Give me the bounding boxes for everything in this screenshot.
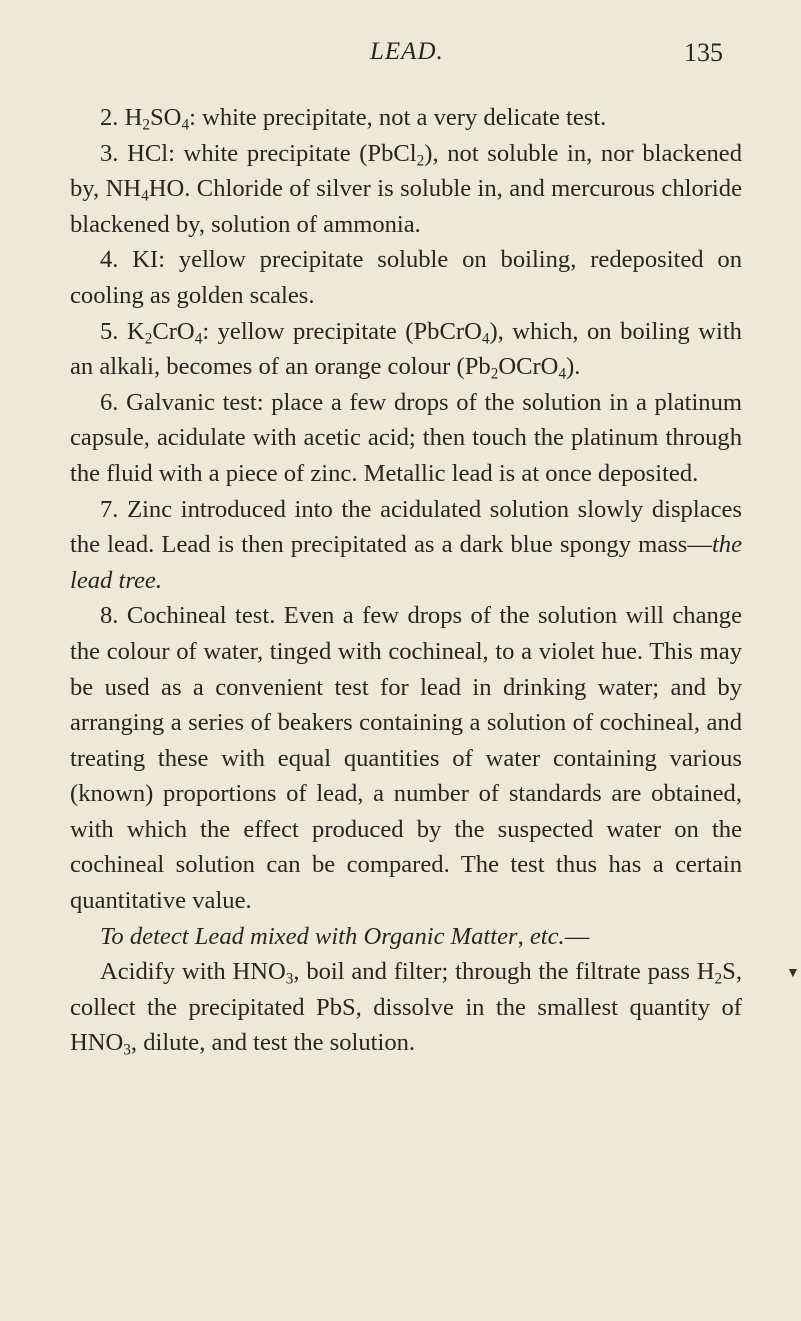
heading-etc: etc. (529, 922, 565, 950)
formula-part: OCrO (498, 353, 559, 381)
paragraph-text: HCl: white precipitate (PbCl (127, 139, 417, 167)
paragraph-text: Acidify with HNO (100, 958, 286, 986)
subscript: 3 (285, 970, 294, 988)
paragraph-5 (70, 314, 742, 385)
paragraph-text: HO. Chloride of silver is soluble in, and mercurous chloride blackened by, solution of ammonia. (70, 175, 742, 238)
paragraph-text: : yellow precipitate (PbCrO (202, 317, 482, 345)
formula-part: SO (150, 104, 182, 131)
paragraph-text: S, collect the precipitated PbS, dissolve in the smallest quantity of HNO (70, 958, 742, 1057)
page-number: 135 (684, 38, 723, 67)
item-number: 6. (100, 388, 119, 416)
italic-phrase: the lead tree. (70, 531, 742, 594)
subscript: 2 (142, 116, 150, 134)
item-number: 4. (100, 246, 119, 274)
item-number: 3. (100, 139, 119, 167)
formula-part: ). (566, 353, 581, 381)
paragraph-4 (70, 242, 742, 313)
paragraph-text: Zinc introduced into the acidulated solution slowly displaces the lead. Lead is then precipitated as a dark blue spongy mass— (70, 495, 742, 559)
paragraph-7 (70, 492, 742, 599)
item-number: 2. (100, 104, 119, 131)
heading-dash: — (564, 922, 590, 950)
paragraph-2 (70, 100, 742, 136)
subscript: 4 (141, 187, 149, 205)
running-head: LEAD. (370, 38, 444, 65)
paragraph-text: KI: yellow precipitate soluble on boiling, redeposited on cooling as golden scales. (70, 246, 742, 309)
heading-separator: , (517, 922, 530, 950)
page-header (0, 38, 801, 78)
formula-part: CrO (152, 317, 195, 345)
formula-part: H (124, 104, 143, 131)
heading-italic: To detect Lead mixed with Organic Matter (100, 922, 518, 950)
paragraph-text: Galvanic test: place a few drops of the solution in a platinum capsule, acidulate with acetic acid; then touch the platinum through the fluid with a piece of zinc. Metallic lead is at once deposited. (70, 388, 742, 487)
section-heading (70, 919, 742, 955)
paragraph-text: ), which, on boiling with an alkali, becomes of an orange colour (Pb (70, 317, 742, 381)
subscript: 2 (416, 151, 425, 169)
subscript: 4 (181, 116, 190, 134)
item-number: 5. (100, 317, 119, 345)
subscript: 3 (123, 1041, 131, 1059)
margin-mark: ▼ (786, 966, 800, 981)
paragraph-3 (70, 136, 742, 243)
item-number: 8. (100, 602, 119, 630)
paragraph-text: , boil and filter; through the filtrate pass H (293, 958, 715, 986)
paragraph-text: Cochineal test. Even a few drops of the solution will change the colour of water, tinged with cochineal, to a violet hue. This may be used as a convenient test for lead in drinking water; and by arranging a series of beakers containing a solution of cochineal, and treating these with equal quantities of water containing various (known) proportions of lead, a number of standards are obtained, with which the effect produced by the suspected water on the cochineal solution can be compared. The test thus has a certain quantitative value. (70, 602, 742, 915)
final-paragraph (70, 954, 742, 1061)
formula-part: K (126, 317, 145, 345)
paragraph-6 (70, 385, 742, 492)
paragraph-text: ), not soluble in, nor blackened by, NH (70, 139, 742, 203)
subscript: 2 (490, 365, 499, 383)
subscript: 4 (194, 329, 203, 347)
body-text (70, 100, 742, 1061)
paragraph-8 (70, 598, 742, 918)
subscript: 4 (481, 329, 490, 347)
subscript: 2 (144, 329, 153, 347)
item-number: 7. (100, 495, 119, 523)
subscript: 2 (714, 970, 723, 988)
paragraph-text: , dilute, and test the solution. (130, 1029, 416, 1057)
subscript: 4 (558, 365, 567, 383)
paragraph-text: : white precipitate, not a very delicate test. (189, 104, 607, 131)
